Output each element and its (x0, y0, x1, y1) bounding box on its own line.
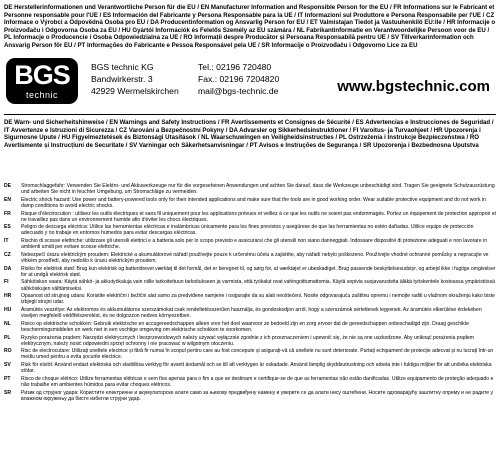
company-phone: Tel.: 02196 720480 (198, 62, 272, 72)
warning-row-da (4, 266, 496, 278)
warnings-list (4, 183, 496, 404)
warning-text: Risque d'électrocution : utilisez les outils électriques et sans fil uniquement pour les applications prévues et veillez à ce que les outils ne soient pas endommagés. Portez un équipement de protection approprié et ne travaillez pas dans un environnement humide afin d'éviter les chocs électriques. (21, 210, 496, 223)
language-code: PL (4, 334, 11, 341)
language-code: HU (4, 307, 12, 314)
logo-main-text: BGS (14, 60, 70, 90)
warning-text: Risk för elstöt: Använd endast elektriska och sladdlösa verktyg för avsett ändamål och se till att verktygen är oskadade. Använd lämplig skyddsutrustning och arbeta inte i fuktiga miljöer för att undvika elektriska stötar. (21, 362, 492, 375)
language-code: FI (4, 279, 9, 286)
warning-row-en (4, 197, 496, 209)
company-city: 42929 Wermelskirchen (91, 86, 179, 96)
warning-text: Peligro de descarga eléctrica: Utilice las herramientas eléctricas e inalámbricas únicamente para los fines previstos y asegúrese de que las herramientas no estén dañadas. Utilice equipo de protección adecuado y no trabaje en entornos húmedos para evitar descargas eléctricas. (21, 224, 474, 237)
divider-line (4, 114, 496, 115)
warning-text: Risc de electrocutare: Utilizați uneltele electrice și fără fir numai în scopul pentru care au fost concepute și asigurați-vă că uneltele nu sunt deteriorate. Purtați echipament de protecție adecvat și nu lucrați într-un mediu umed pentru a evita șocurile electrice. (21, 348, 494, 361)
warning-row-es (4, 224, 496, 236)
warning-row-hr (4, 293, 496, 305)
language-code: FR (4, 210, 11, 217)
warnings-heading: DE Warn- und Sicherheitshinweise / EN Warnings and Safety Instructions / FR Avertissements et Consignes de Sécurité / ES Advertencias e Instrucciones de Seguridad / IT Avvertenze e Istruzioni di Sicurezza / CZ Varování a Bezpečnostní Pokyny / DA Advarsler og Sikkerhedsinstruktioner / FI Varoitus- ja Turvaohjeet / HR Upozorenja i Sigurnosne Upute / HU Figyelmeztetések és Biztonsági Utasítások / NL Waarschuwingen en Veiligheidsinstructies / PL Ostrzeżenia i Instrukcje Bezpieczeństwa / RO Avertismente și Instrucțiuni de Securitate / SV Varningar och Säkerhetsanvisningar / PT Avisos e Instruções de Segurança / SR Upozorenja i Bezbednosna Uputstva (4, 119, 494, 149)
warning-row-pt (4, 376, 496, 388)
warning-text: Ризик од струјног удара: Користите електричне и акумулаторске алате само за њихову предвиђену намену и уверите се да алати нису оштећени. Носите одговарајућу заштитну опрему и не радите у влажном окружењу да бисте избегли струјни удар. (21, 389, 494, 402)
warning-text: Ryzyko porażenia prądem: Narzędzi elektrycznych i bezprzewodowych należy używać wyłącznie zgodnie z ich przeznaczeniem i upewnić się, że nie są one uszkodzone. Aby uniknąć porażenia prądem elektrycznym, należy nosić odpowiedni sprzęt ochronny i nie pracować w wilgotnym otoczeniu. (21, 334, 475, 347)
warning-row-hu (4, 307, 496, 319)
warning-text: Risico op elektrische schokken: Gebruik elektrische en accugereedschappen alleen voor het doel waarvoor ze bedoeld zijn en zorg ervoor dat de gereedschappen onbeschadigd zijn. Draag geschikte beschermingsmiddelen en werk niet in een vochtige omgeving om elektrische schokken te voorkomen. (21, 320, 469, 333)
warning-row-it (4, 238, 496, 250)
warning-text: Opasnost od strujnog udara: Koristite električni i bežični alat samo za predviđene namjene i osigurajte da su alati neoštećeni. Nosite odgovarajuću zaštitnu opremu i nemojte raditi u vlažnom okruženju kako biste izbjegli strujni udar. (21, 293, 495, 306)
language-code: NL (4, 320, 11, 327)
warning-row-de (4, 183, 496, 195)
company-website: www.bgstechnic.com (337, 78, 490, 95)
warning-row-ro (4, 348, 496, 360)
language-code: DA (4, 265, 12, 272)
manufacturer-info-heading: DE Herstellerinformationen und Verantwortliche Person für die EU / EN Manufacturer Information and Responsible Person for the EU / FR Informations sur le Fabricant et Personne responsable pour l'UE / ES Información del Fabricante y Persona Responsable para la UE / IT Informazioni sul Produttore e Persona Responsabile per l'UE / CZ Informace o Výrobci a Odpovědná Osoba pro EU / DA Producentinformation og Ansvarlig Person for EU / ET Valmistajan Tiedot ja Vastuuhenkilö EU:lle / HR Informacije o Proizvođaču i Odgovorna Osoba za EU / HU Gyártói Információk és Felelős Személy az EU számára / NL Fabrikantinformatie en Verantwoordelijke Persoon voor de EU / PL Informacje o Producencie i Osoba Odpowiedzialna za UE / RO Informații despre Producător și Persoana Responsabilă pentru UE / SV Tillverkarinformation och Ansvarig Person för EU / PT Informações do Fabricante e Pessoa Responsável pela UE / SR Informacije o Proizvođaču i Odgovorno Lice za EU (4, 4, 496, 49)
warning-text: Rischio di scosse elettriche: utilizzare gli utensili elettrici e a batteria solo per lo scopo previsto e assicurarsi che gli utensili non siano danneggiati. Indossare dispositivi di protezione adeguati e non lavorare in ambienti umidi per evitare scosse elettriche. (21, 238, 488, 251)
language-code: RO (4, 348, 12, 355)
language-code: ES (4, 224, 11, 231)
company-name: BGS technic KG (91, 62, 154, 72)
language-code: PT (4, 375, 11, 382)
language-code: EN (4, 196, 12, 203)
warning-text: Sähköiskun vaara: Käytä sähkö- ja akkutyökaluja vain niille tarkoitettuun tarkoitukseen ja varmista, että työkalut ovat vahingoittumattomia. Käytä sopivia suojavarusteita äläkä työskentele kosteassa ympäristössä sähköiskujen välttämiseksi. (21, 279, 495, 292)
warning-text: Risco de choque elétrico: Utilize ferramentas elétricas e sem fios apenas para o fim a que se destinam e certifique-se de que as ferramentas não estão danificadas. Utilize equipamento de proteção adequado e não trabalhe em ambientes húmidos para evitar choques elétricos. (21, 375, 494, 389)
language-code: HR (4, 293, 12, 300)
warning-row-cz (4, 252, 496, 264)
company-contact (198, 61, 279, 97)
company-email: mail@bgs-technic.de (198, 86, 279, 96)
warning-text: Electric shock hazard: Use power and battery-powered tools only for their intended applications and make sure that the tools are in good working order. Wear suitable protective equipment and do not work in damp conditions to avoid electric shocks. (21, 196, 486, 209)
warning-row-sv (4, 362, 496, 374)
warning-row-fi (4, 279, 496, 291)
language-code: SR (4, 389, 12, 396)
company-street: Bandwirkerstr. 3 (91, 74, 153, 84)
warning-row-sr (4, 390, 496, 402)
language-code: SV (4, 362, 11, 369)
language-code: DE (4, 183, 12, 189)
company-address (91, 61, 179, 97)
warning-text: Nebezpečí úrazu elektrickým proudem: Elektrické a akumulátorové nářadí používejte pouze k určenému účelu a zajistěte, aby nářadí nebylo poškozeno. Používejte vhodné ochranné pomůcky a nepracujte ve vlhkém prostředí, aby nedošlo k úrazu elektrickým proudem. (21, 251, 489, 264)
warning-text: Stromschlaggefahr: Verwenden Sie Elektro- und Akkuwerkzeuge nur für die vorgesehenen Anwendungen und achten Sie darauf, dass die Werkzeuge unbeschädigt sind. Tragen Sie geeignete Schutzausrüstung und arbeiten Sie nicht in feuchter Umgebung, um Stromschläge zu vermeiden. (21, 183, 495, 196)
language-code: CZ (4, 251, 11, 258)
warning-text: Risiko for elektrisk stød: Brug kun elektrisk og batteridrevet værktøj til det formål, det er beregnet til, og sørg for, at værktøjet er ubeskadiget. Brug passende beskyttelsesudstyr, og arbejd ikke i fugtige omgivelser for at undgå elektrisk stød. (21, 265, 496, 278)
bgs-logo (6, 58, 78, 104)
warning-text: Áramütés veszélye: Az elektromos és akkumulátoros szerszámokat csak rendeltetésszerűen használja, és gondoskodjon arról, hogy a szerszámok sértetlenek legyenek. Az áramütés elkerülése érdekében viseljen megfelelő védőfelszerelést, és ne dolgozzon nedves környezetben. (21, 307, 482, 320)
warning-row-fr (4, 211, 496, 223)
warning-row-nl (4, 321, 496, 333)
company-fax: Fax.: 02196 7204820 (198, 74, 280, 84)
logo-sub-text: technic (25, 90, 59, 100)
language-code: IT (4, 238, 9, 245)
warning-row-pl (4, 335, 496, 347)
